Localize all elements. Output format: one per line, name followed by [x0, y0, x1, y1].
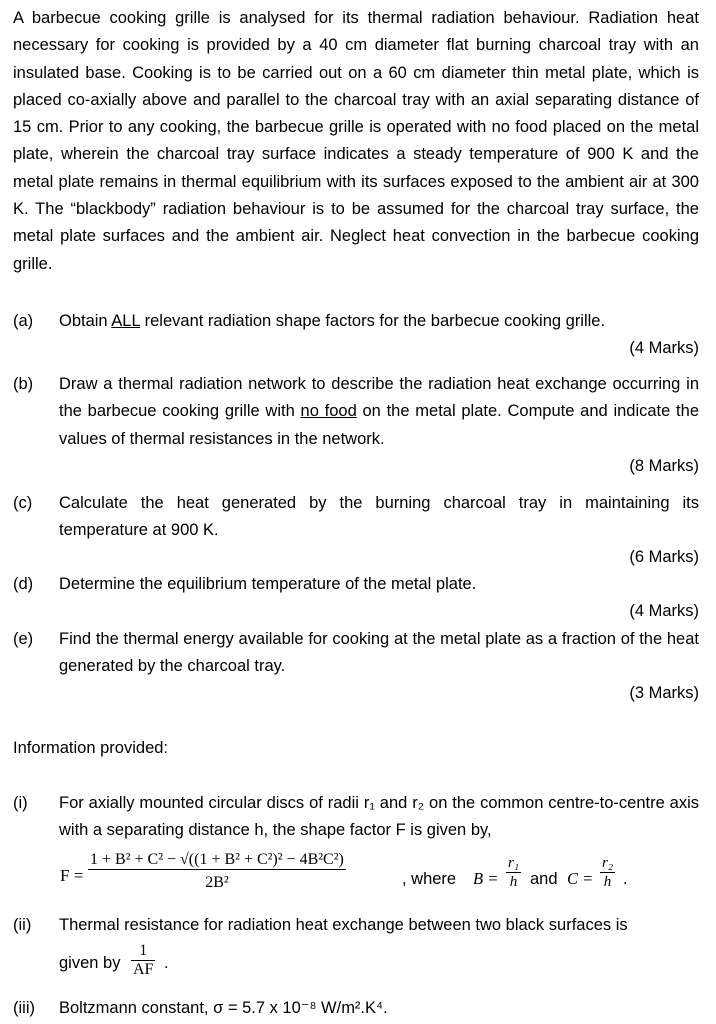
- question-b-text-pre: Draw a thermal radiation network to describe the radiation heat exchange occurring in the barbecue cooking grille with: [59, 375, 699, 421]
- formula-b-def: B =: [473, 869, 499, 888]
- formula-c-den: h: [603, 874, 612, 890]
- formula-c-fraction: [600, 854, 615, 891]
- info-item-ii-end: .: [164, 954, 169, 972]
- question-a-underlined: ALL: [111, 312, 141, 330]
- question-c-label: (c): [13, 494, 33, 512]
- formula-b-den: h: [509, 874, 518, 890]
- question-d-marks: (4 Marks): [629, 602, 699, 620]
- question-a-marks: (4 Marks): [629, 339, 699, 357]
- info-item-iii-text: Boltzmann constant, σ = 5.7 x 10⁻⁸ W/m².K⁴.: [59, 999, 388, 1017]
- question-b-text-post: on the metal plate. Compute and indicate the values of thermal resistances in the network.: [59, 402, 699, 448]
- formula-lhs: F =: [60, 866, 84, 885]
- info-item-ii-label: (ii): [13, 916, 32, 934]
- resistance-denominator: AF: [133, 961, 154, 978]
- formula-c-num: r₂: [602, 855, 614, 871]
- info-item-ii-formula: [59, 942, 259, 988]
- question-a-text-post: relevant radiation shape factors for the barbecue cooking grille.: [140, 312, 606, 330]
- question-a-text-pre: Obtain: [59, 312, 112, 330]
- formula-c-def: C =: [567, 869, 594, 888]
- formula-numerator: 1 + B² + C² − √((1 + B² + C²)² − 4B²C²): [90, 851, 344, 868]
- info-item-iii-label: (iii): [13, 999, 35, 1017]
- formula-main-fraction: [88, 851, 346, 892]
- resistance-numerator: 1: [131, 942, 155, 961]
- problem-statement: A barbecue cooking grille is analysed for its thermal radiation behaviour. Radiation heat necessary for cooking is provided by a 40 cm diameter flat burning charcoal tray with an insulated base. Cooking is to be carried out on a 60 cm diameter thin metal plate, which is placed co-axially above and parallel to the charcoal tray with an axial separating distance of 15 cm. Prior to any cooking, the barbecue grille is operated with no food placed on the metal plate, wherein the charcoal tray surface indicates a steady temperature of 900 K and the metal plate remains in thermal equilibrium with its surfaces exposed to the ambient air at 300 K. The “blackbody” radiation behaviour is to be assumed for the charcoal tray surface, the metal plate surfaces and the ambient air. Neglect heat convection in the barbecue cooking grille.: [13, 9, 699, 273]
- question-a-text: [59, 308, 699, 335]
- question-e-text: Find the thermal energy available for cooking at the metal plate as a fraction of the heat generated by the charcoal tray.: [59, 630, 699, 676]
- info-item-ii-text: Thermal resistance for radiation heat exchange between two black surfaces is: [59, 916, 628, 934]
- question-e-marks: (3 Marks): [629, 684, 699, 702]
- question-b-marks: (8 Marks): [629, 457, 699, 475]
- formula-and: and: [530, 870, 558, 888]
- formula-where: , where: [402, 870, 457, 888]
- shape-factor-formula: [60, 848, 680, 908]
- info-item-i-text: For axially mounted circular discs of radii r₁ and r₂ on the common centre-to-centre axis with a separating distance h, the shape factor F is given by,: [59, 794, 699, 840]
- formula-end: .: [623, 870, 628, 888]
- question-a-label: (a): [13, 312, 34, 330]
- formula-b-fraction: [506, 854, 521, 891]
- info-item-i-label: (i): [13, 794, 28, 812]
- formula-denominator: 2B²: [205, 874, 229, 891]
- question-e-label: (e): [13, 630, 34, 648]
- question-d-text: Determine the equilibrium temperature of the metal plate.: [59, 575, 477, 593]
- question-b-text: [59, 371, 699, 453]
- question-b-label: (b): [13, 375, 34, 393]
- resistance-fraction: [131, 942, 155, 979]
- info-title: Information provided:: [13, 739, 169, 757]
- question-d-label: (d): [13, 575, 34, 593]
- formula-b-num: r₁: [508, 855, 520, 871]
- question-c-text: Calculate the heat generated by the burning charcoal tray in maintaining its temperature at 900 K.: [59, 494, 699, 540]
- info-item-ii-given: given by: [59, 954, 121, 972]
- question-c-marks: (6 Marks): [629, 548, 699, 566]
- question-b-underlined: no food: [300, 402, 357, 421]
